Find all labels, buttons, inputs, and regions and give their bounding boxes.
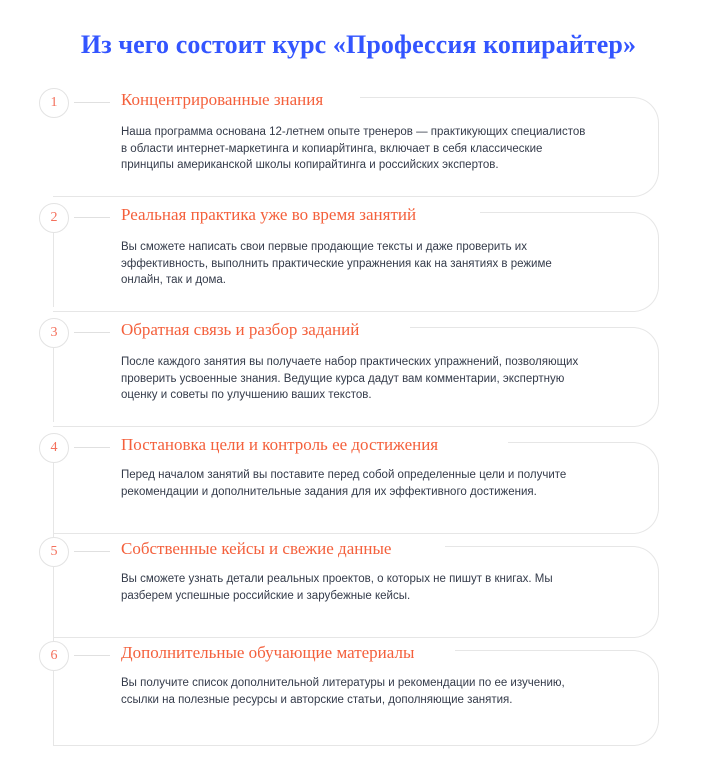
step-heading: Дополнительные обучающие материалы [121, 643, 423, 663]
step-left-connector [53, 348, 54, 422]
course-step-item [0, 533, 717, 637]
step-number-badge: 6 [39, 641, 69, 671]
step-left-connector [53, 463, 54, 537]
step-number-badge: 4 [39, 433, 69, 463]
course-step-item [0, 199, 717, 314]
step-heading: Концентрированные знания [121, 90, 332, 110]
step-heading: Обратная связь и разбор заданий [121, 320, 368, 340]
course-steps-list [0, 84, 717, 746]
step-dash-connector [74, 655, 110, 656]
course-step-item [0, 429, 717, 533]
step-heading: Реальная практика уже во время занятий [121, 205, 425, 225]
step-heading: Постановка цели и контроль ее достижения [121, 435, 447, 455]
step-number-badge: 1 [39, 88, 69, 118]
step-dash-connector [74, 447, 110, 448]
step-left-connector [53, 671, 54, 745]
step-body-text: Перед началом занятий вы поставите перед собой определенные цели и получите рекомендации и дополнительные задания для их эффективного достижения. [121, 469, 567, 498]
step-body-text: Вы сможете узнать детали реальных проектов, о которых не пишут в книгах. Мы разберем успешные российские и зарубежные кейсы. [121, 573, 553, 602]
step-body-text: Вы получите список дополнительной литературы и рекомендации по ее изучению, ссылки на полезные ресурсы и авторские статьи, дополняющие занятия. [121, 677, 565, 706]
step-left-connector [53, 233, 54, 307]
course-step-item [0, 637, 717, 746]
step-dash-connector [74, 551, 110, 552]
step-dash-connector [74, 217, 110, 218]
step-number-badge: 3 [39, 318, 69, 348]
step-body-text: Вы сможете написать свои первые продающие тексты и даже проверить их эффективность, выполнить практические упражнения как на занятиях в режиме онлайн, так и дома. [121, 241, 552, 286]
step-dash-connector [74, 332, 110, 333]
page-title: Из чего состоит курс «Профессия копирайтер» [80, 30, 637, 60]
step-body-text: Наша программа основана 12-летнем опыте тренеров — практикующих специалистов в области интернет-маркетинга и копиарйтинга, включает в себя классические принципы американской школы копирайтинга и российских экспертов. [121, 126, 586, 171]
step-number-badge: 5 [39, 537, 69, 567]
course-step-item [0, 84, 717, 199]
course-step-item [0, 314, 717, 429]
step-heading: Собственные кейсы и свежие данные [121, 539, 400, 559]
step-number-badge: 2 [39, 203, 69, 233]
step-dash-connector [74, 102, 110, 103]
step-body-text: После каждого занятия вы получаете набор практических упражнений, позволяющих проверить усвоенные знания. Ведущие курса дадут вам комментарии, экспертную оценку и советы по улучшению ваших текстов. [121, 356, 579, 401]
step-left-connector [53, 567, 54, 641]
